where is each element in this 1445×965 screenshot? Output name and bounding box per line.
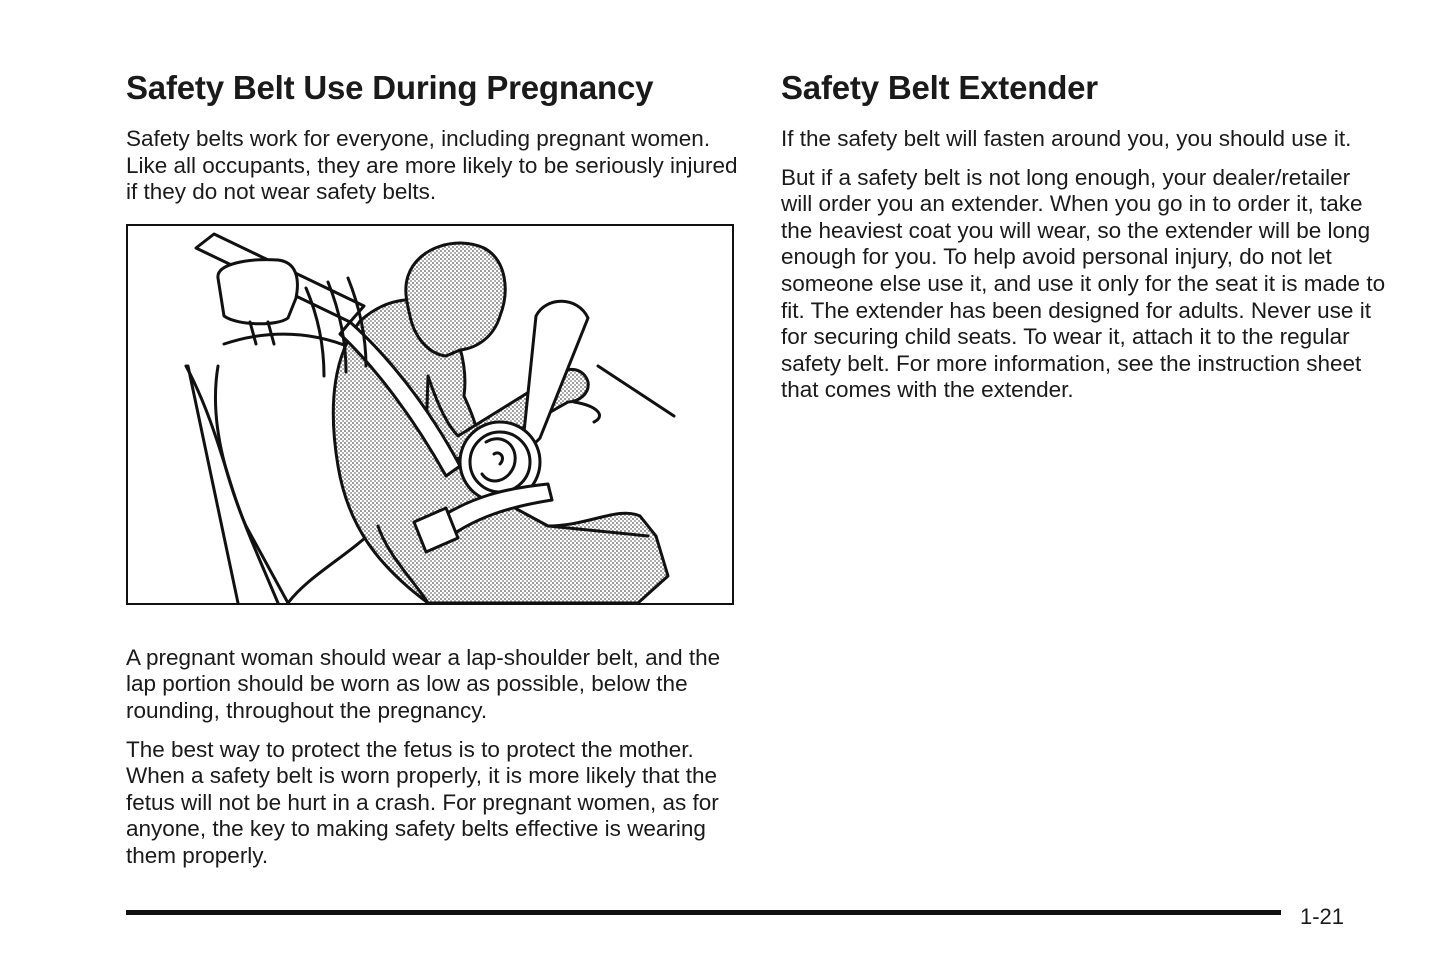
pregnancy-protect-fetus-paragraph: The best way to protect the fetus is to protect the mother. When a safety belt is worn properly, it is more likely that the fetus will not be hurt in a crash. For pregnant women, as for anyone, the key to making safety belts effective is wearing them properly. — [126, 736, 719, 868]
left-column — [126, 68, 738, 882]
pregnancy-lap-belt-paragraph: A pregnant woman should wear a lap-shoulder belt, and the lap portion should be worn as low as possible, below the rounding, throughout the pregnancy. — [126, 644, 721, 723]
page-number: 1-21 — [1300, 904, 1345, 929]
right-column — [781, 68, 1386, 416]
extender-intro-paragraph: If the safety belt will fasten around you, you should use it. — [781, 126, 1352, 151]
pregnancy-heading: Safety Belt Use During Pregnancy — [126, 69, 654, 106]
footer-rule — [126, 910, 1281, 915]
extender-heading: Safety Belt Extender — [781, 69, 1098, 106]
pregnancy-intro-paragraph: Safety belts work for everyone, including pregnant women. Like all occupants, they are more likely to be seriously injured if they do not wear safety belts. — [126, 126, 738, 205]
pregnancy-belt-illustration — [126, 224, 734, 605]
extender-details-paragraph: But if a safety belt is not long enough, your dealer/retailer will order you an extender. When you go in to order it, take the heaviest coat you will wear, so the extender will be long enough for you. To help avoid personal injury, do not let someone else use it, and use it only for the seat it is made to fit. The extender has been designed for adults. Never use it for securing child seats. To wear it, attach it to the regular safety belt. For more information, see the instruction sheet that comes with the extender. — [781, 164, 1386, 403]
pregnant-occupant-icon — [128, 226, 732, 603]
